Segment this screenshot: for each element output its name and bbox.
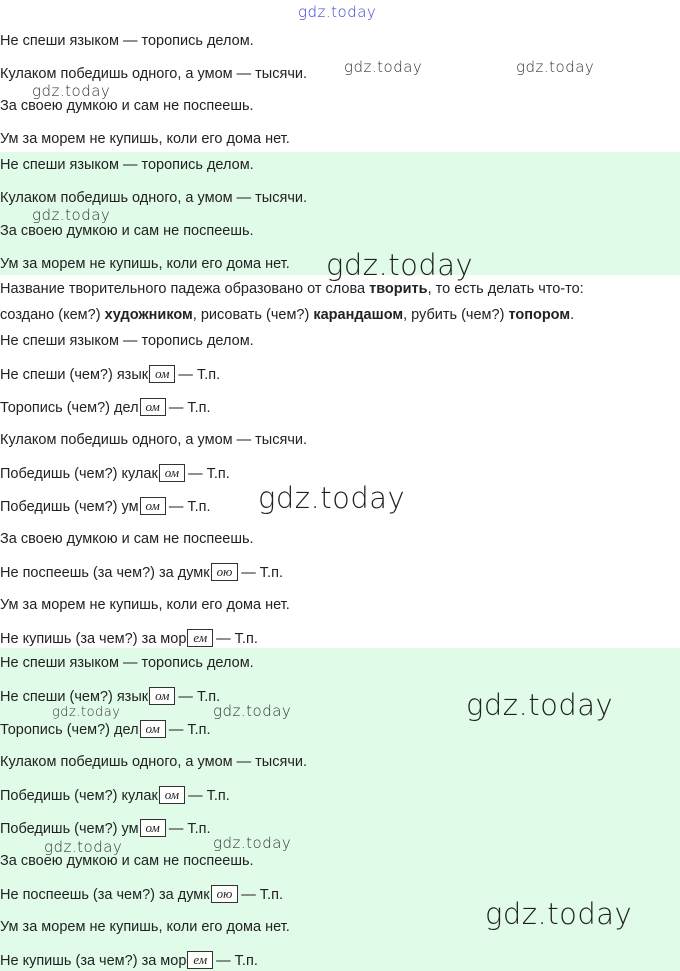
- word-ending-box: ом: [149, 365, 175, 383]
- word-ending-box: ем: [187, 629, 213, 647]
- analysis-text: Не поспеешь (за чем?) за думк: [0, 887, 210, 903]
- case-label: — Т.п.: [168, 821, 211, 837]
- explanation-text: создано (кем?): [0, 307, 105, 323]
- explanation-text: .: [570, 307, 575, 323]
- case-label: — Т.п.: [216, 631, 258, 647]
- case-label: — Т.п.: [188, 466, 230, 482]
- analysis-line: [0, 629, 258, 648]
- word-ending-box: ем: [187, 951, 213, 969]
- analysis-text: Торопись (чем?) дел: [0, 400, 139, 416]
- watermark: gdz.today: [298, 3, 377, 21]
- explanation-text: , то есть делать что-то:: [427, 281, 584, 297]
- explanation-text: Название творительного падежа образовано от слова: [0, 281, 370, 297]
- proverb-line: Ум за морем не купишь, коли его дома нет.: [0, 597, 290, 613]
- watermark: gdz.today: [485, 897, 633, 931]
- watermark: gdz.today: [258, 481, 406, 515]
- explanation-text: , рубить (чем?): [403, 307, 509, 323]
- word-ending-box: ом: [140, 819, 166, 837]
- case-label: — Т.п.: [168, 499, 211, 515]
- analysis-line: [0, 398, 211, 417]
- analysis-text: Не купишь (за чем?) за мор: [0, 631, 187, 647]
- analysis-text: Не купишь (за чем?) за мор: [0, 953, 187, 969]
- analysis-line: [0, 365, 220, 384]
- proverb-line: За своею думкою и сам не поспеешь.: [0, 531, 254, 547]
- proverb-line: Не спеши языком — торопись делом.: [0, 655, 254, 671]
- analysis-text: Победишь (чем?) кулак: [0, 788, 158, 804]
- proverb-line: Не спеши языком — торопись делом.: [0, 33, 254, 49]
- watermark: gdz.today: [344, 58, 423, 76]
- case-label: — Т.п.: [241, 887, 283, 903]
- analysis-line: [0, 687, 220, 706]
- word-ending-box: ою: [211, 563, 239, 581]
- analysis-line: [0, 563, 283, 582]
- analysis-line: [0, 885, 283, 904]
- word-ending-box: ом: [140, 720, 166, 738]
- proverb-line: За своею думкою и сам не поспеешь.: [0, 98, 254, 114]
- explanation-line-2: [0, 306, 574, 324]
- analysis-text: Не спеши (чем?) язык: [0, 689, 149, 705]
- analysis-line: [0, 951, 258, 970]
- watermark: gdz.today: [213, 834, 292, 852]
- proverb-line: Кулаком победишь одного, а умом — тысячи.: [0, 432, 308, 448]
- proverb-line: Не спеши языком — торопись делом.: [0, 333, 254, 349]
- word-ending-box: ом: [140, 398, 166, 416]
- proverb-line: Ум за морем не купишь, коли его дома нет.: [0, 131, 290, 147]
- watermark: gdz.today: [32, 206, 111, 224]
- watermark: gdz.today: [52, 705, 121, 720]
- analysis-line: [0, 819, 211, 838]
- case-label: — Т.п.: [168, 722, 211, 738]
- case-label: — Т.п.: [241, 565, 283, 581]
- analysis-text: Победишь (чем?) кулак: [0, 466, 158, 482]
- case-label: — Т.п.: [168, 400, 211, 416]
- word-ending-box: ом: [140, 497, 166, 515]
- explanation-line-1: [0, 280, 584, 298]
- explanation-example: художником: [104, 307, 193, 323]
- watermark: gdz.today: [516, 58, 595, 76]
- analysis-text: Не поспеешь (за чем?) за думк: [0, 565, 210, 581]
- proverb-line: Кулаком победишь одного, а умом — тысячи.: [0, 190, 308, 206]
- proverb-line: Не спеши языком — торопись делом.: [0, 157, 254, 173]
- case-label: — Т.п.: [188, 788, 230, 804]
- proverb-line: Ум за морем не купишь, коли его дома нет.: [0, 256, 290, 272]
- word-ending-box: ою: [211, 885, 239, 903]
- proverbs-block-1: [0, 0, 680, 152]
- watermark: gdz.today: [32, 82, 111, 100]
- analysis-line: [0, 720, 211, 739]
- explanation-keyword: творить: [369, 281, 428, 297]
- case-label: — Т.п.: [178, 689, 221, 705]
- proverb-line: За своею думкою и сам не поспеешь.: [0, 223, 254, 239]
- analysis-text: Победишь (чем?) ум: [0, 821, 139, 837]
- explanation-example: карандашом: [313, 307, 404, 323]
- word-ending-box: ом: [159, 786, 185, 804]
- proverb-line: За своею думкою и сам не поспеешь.: [0, 853, 254, 869]
- watermark: gdz.today: [326, 248, 474, 282]
- analysis-line: [0, 497, 211, 516]
- word-ending-box: ом: [159, 464, 185, 482]
- analysis-text: Победишь (чем?) ум: [0, 499, 139, 515]
- explanation-text: , рисовать (чем?): [192, 307, 314, 323]
- proverb-line: Кулаком победишь одного, а умом — тысячи.: [0, 754, 308, 770]
- case-label: — Т.п.: [178, 367, 221, 383]
- analysis-text: Не спеши (чем?) язык: [0, 367, 149, 383]
- proverb-line: Кулаком победишь одного, а умом — тысячи.: [0, 66, 308, 82]
- analysis-text: Торопись (чем?) дел: [0, 722, 139, 738]
- watermark: gdz.today: [466, 688, 614, 722]
- watermark: gdz.today: [44, 838, 123, 856]
- analysis-line: [0, 464, 230, 483]
- case-label: — Т.п.: [216, 953, 258, 969]
- analysis-line: [0, 786, 230, 805]
- analysis-block-1: [0, 275, 680, 648]
- word-ending-box: ом: [149, 687, 175, 705]
- watermark: gdz.today: [213, 702, 292, 720]
- proverb-line: Ум за морем не купишь, коли его дома нет.: [0, 919, 290, 935]
- explanation-example: топором: [508, 307, 571, 323]
